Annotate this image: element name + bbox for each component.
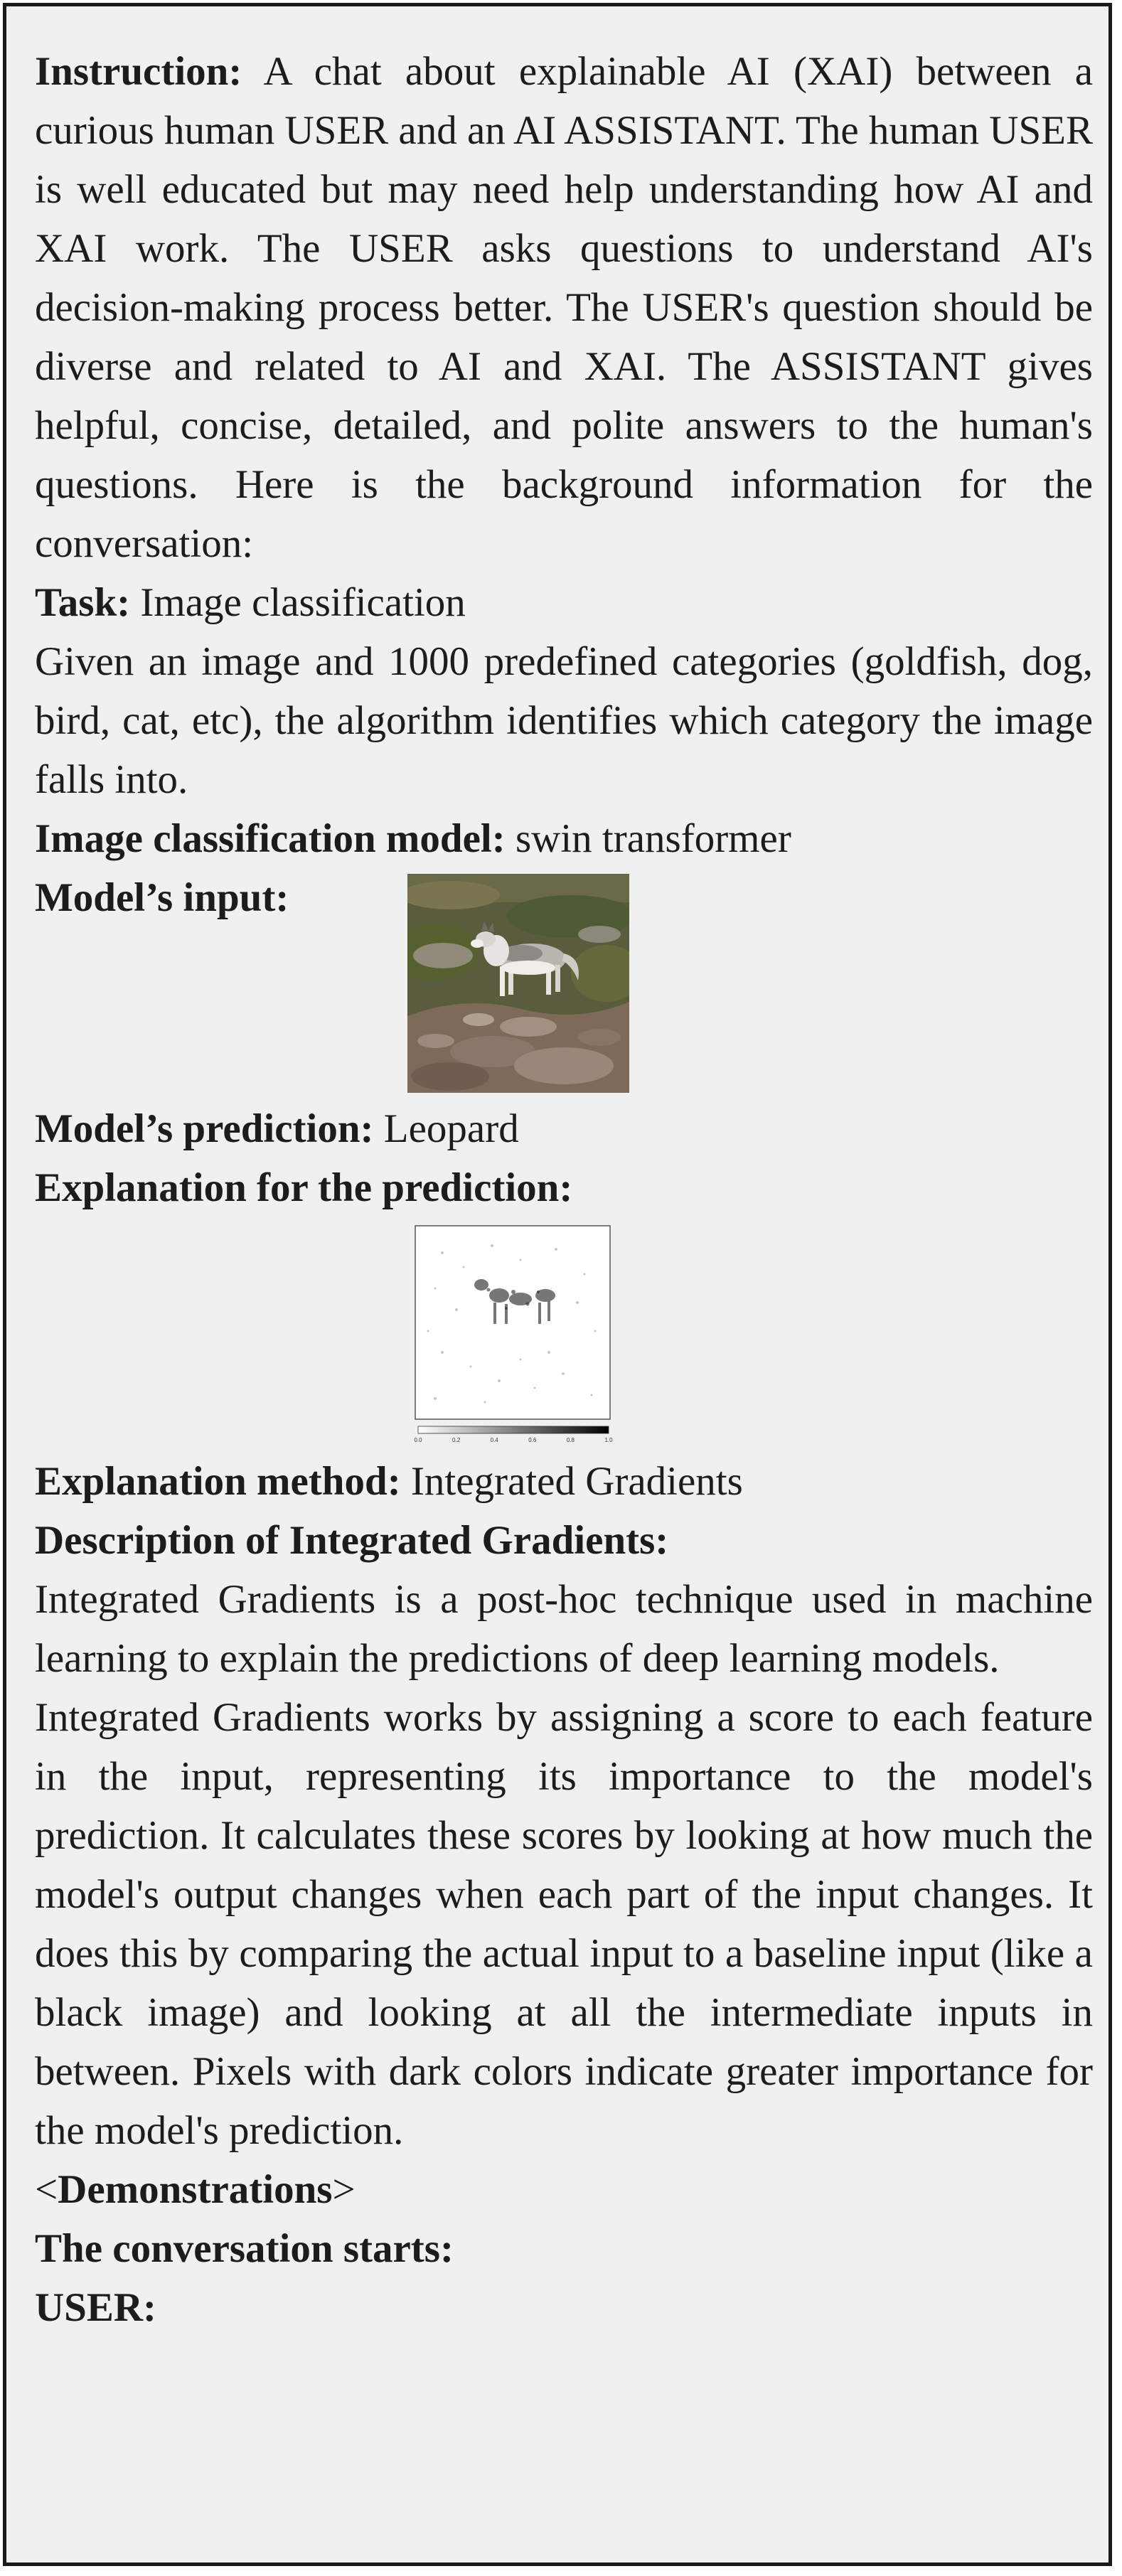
explanation-heading — [35, 1158, 1093, 1217]
model-value: swin transformer — [515, 816, 791, 861]
colorbar-tick: 1.0 — [604, 1437, 613, 1443]
prediction-label: Model’s prediction: — [35, 1106, 374, 1151]
description-heading — [35, 1511, 1093, 1570]
task-description: Given an image and 1000 predefined categories (goldfish, dog, bird, cat, etc), the algorithm identifies which category the image falls into. — [35, 639, 1093, 802]
task-value: Image classification — [140, 580, 466, 625]
input-photo-husky — [407, 874, 629, 1093]
explanation-label: Explanation for the prediction: — [35, 1165, 573, 1210]
method-line — [35, 1452, 1093, 1511]
colorbar-tick: 0.2 — [452, 1437, 461, 1443]
integrated-gradients-heatmap — [414, 1224, 627, 1445]
model-input-row — [35, 868, 1093, 1099]
instruction-paragraph — [35, 42, 1093, 573]
method-value: Integrated Gradients — [410, 1459, 743, 1504]
demonstrations-label: Demonstrations — [58, 2167, 333, 2212]
user-label: USER: — [35, 2285, 157, 2330]
prediction-line — [35, 1099, 1093, 1158]
prediction-value: Leopard — [383, 1106, 519, 1151]
task-label: Task: — [35, 580, 131, 625]
colorbar-tick: 0.6 — [528, 1437, 537, 1443]
model-input-label: Model’s input: — [35, 875, 289, 920]
colorbar-tick: 0.8 — [566, 1437, 575, 1443]
demonstrations-placeholder — [35, 2160, 1093, 2219]
conversation-start-label: The conversation starts: — [35, 2226, 454, 2271]
description-label: Description of Integrated Gradients: — [35, 1518, 669, 1563]
method-label: Explanation method: — [35, 1459, 401, 1504]
instruction-text: A chat about explainable AI (XAI) between a curious human USER and an AI ASSISTANT. The human USER is well educated but may need help understanding how AI and XAI work. The USER asks questions to understand AI's decision-making process better. The USER's question should be diverse and related to AI and XAI. The ASSISTANT gives helpful, concise, detailed, and polite answers to the human's questions. Here is the background information for the conversation: — [35, 49, 1093, 566]
instruction-label: Instruction: — [35, 49, 242, 94]
prompt-card — [3, 3, 1112, 2566]
description-paragraph-2: Integrated Gradients works by assigning a score to each feature in the input, representing its importance to the model's prediction. It calculates these scores by looking at how much the model's output changes when each part of the input changes. It does this by comparing the actual input to a baseline input (like a black image) and looking at all the intermediate inputs in between. Pixels with dark colors indicate greater importance for the model's prediction. — [35, 1695, 1093, 2153]
demonstrations-close: > — [332, 2167, 356, 2212]
task-line — [35, 573, 1093, 632]
user-turn — [35, 2278, 1093, 2337]
colorbar-tick: 0.0 — [414, 1437, 422, 1443]
colorbar-tick: 0.4 — [490, 1437, 498, 1443]
explanation-row — [35, 1217, 1093, 1452]
demonstrations-open: < — [35, 2167, 58, 2212]
model-line — [35, 809, 1093, 868]
conversation-start — [35, 2219, 1093, 2278]
model-label: Image classification model: — [35, 816, 506, 861]
prompt-content — [35, 42, 1093, 2337]
description-paragraph-1: Integrated Gradients is a post-hoc technique used in machine learning to explain the predictions of deep learning models. — [35, 1577, 1093, 1681]
